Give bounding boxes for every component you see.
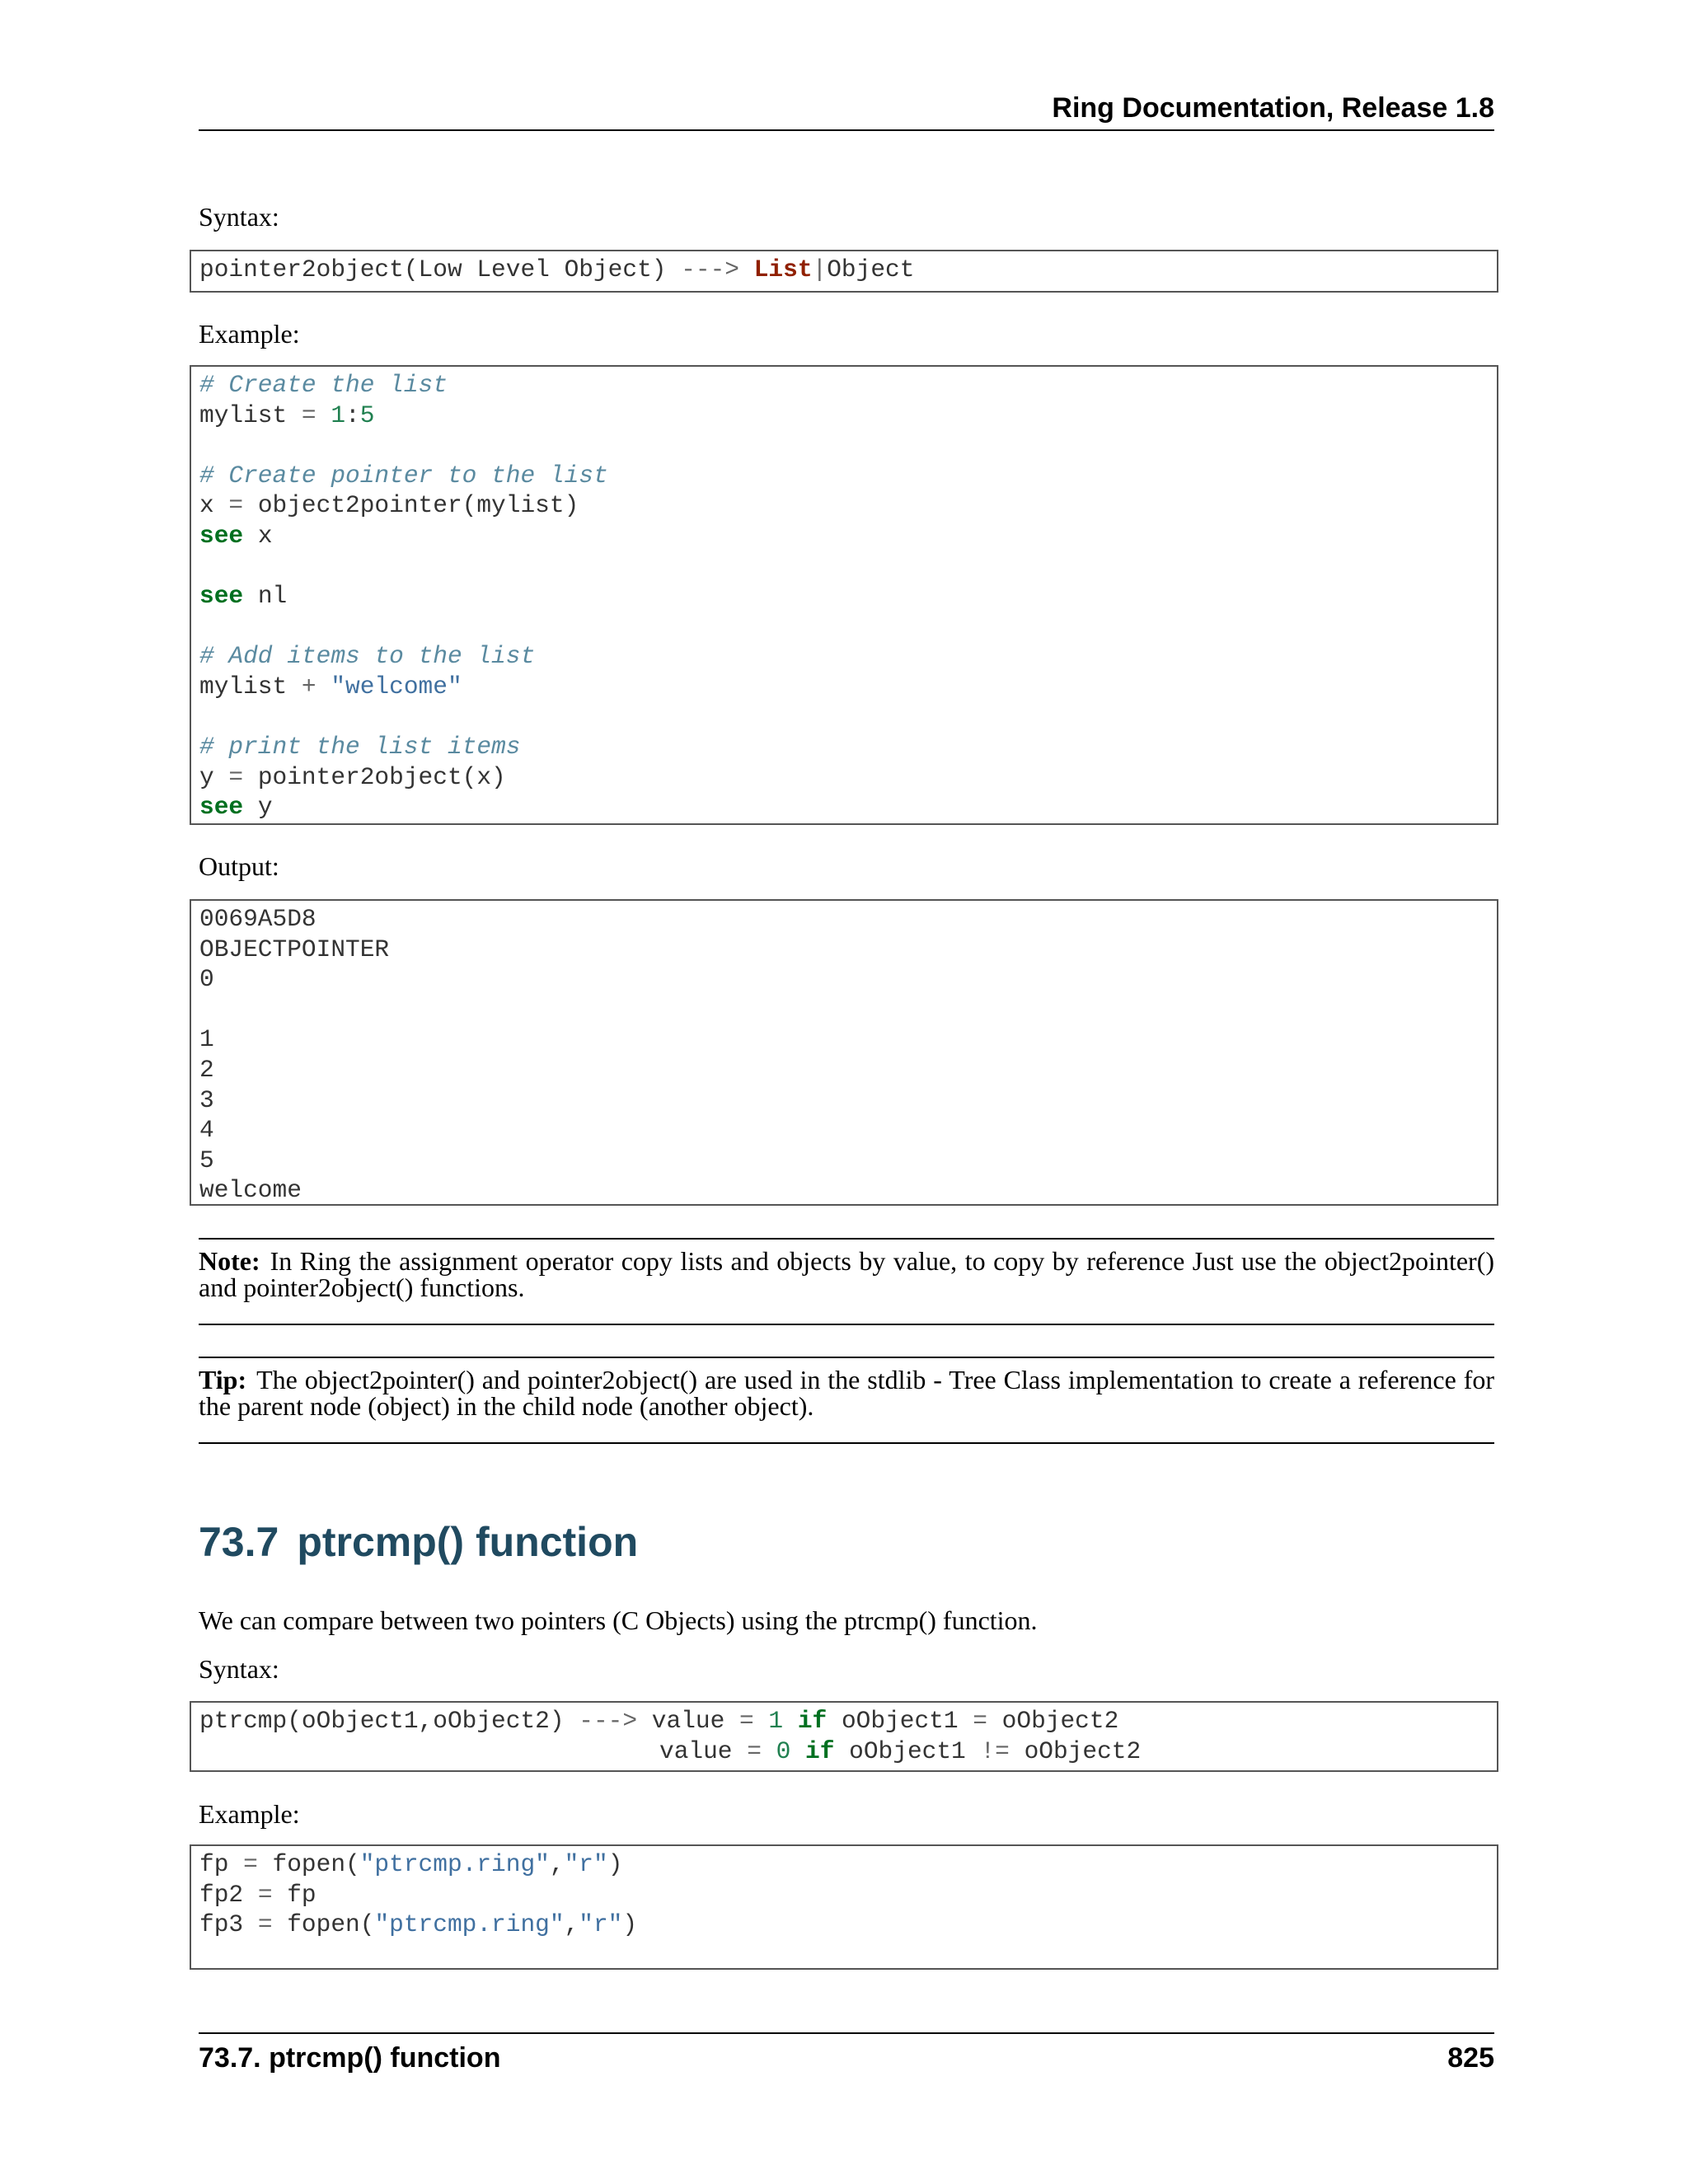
syntax-code-block-2: ptrcmp(oObject1,oObject2) ---> value = 1 if oObject1 = oObject2 value = 0 if oObject1 != oObject2 [190, 1701, 1498, 1772]
output-label-1: Output: [199, 851, 279, 881]
syntax-code-block-1: pointer2object(Low Level Object) ---> List|Object [190, 250, 1498, 293]
page-header-title: Ring Documentation, Release 1.8 [1052, 92, 1494, 124]
note-text: In Ring the assignment operator copy lists and objects by value, to copy by reference Just use the object2pointer() and pointer2object() functions. [199, 1246, 1494, 1302]
header-rule [199, 129, 1494, 131]
section-heading [199, 1518, 638, 1566]
output-block-1: 0069A5D8 OBJECTPOINTER 0 1 2 3 4 5 welcome [190, 899, 1498, 1206]
note-admonition [199, 1238, 1494, 1325]
section-intro: We can compare between two pointers (C Objects) using the ptrcmp() function. [199, 1605, 1038, 1635]
footer-section: 73.7. ptrcmp() function [199, 2042, 501, 2074]
example-code-block-1: # Create the list mylist = 1:5 # Create pointer to the list x = object2pointer(mylist) see x see nl # Add items to the list mylist + "welcome" # print the list items y = pointer2object(x) see y [190, 365, 1498, 825]
example-code-block-2: fp = fopen("ptrcmp.ring","r") fp2 = fp fp3 = fopen("ptrcmp.ring","r") [190, 1844, 1498, 1970]
example-label-1: Example: [199, 319, 300, 349]
page-footer [199, 2036, 1494, 2080]
syntax-label-2: Syntax: [199, 1654, 279, 1684]
note-label: Note: [199, 1246, 260, 1276]
section-number: 73.7 [199, 1519, 279, 1565]
tip-label: Tip: [199, 1365, 247, 1394]
tip-text: The object2pointer() and pointer2object() are used in the stdlib - Tree Class implementation to create a reference for the parent node (object) in the child node (another object). [199, 1365, 1494, 1421]
section-title: ptrcmp() function [297, 1519, 639, 1565]
syntax-label-1: Syntax: [199, 202, 279, 232]
page-number: 825 [1447, 2042, 1494, 2074]
footer-rule [199, 2032, 1494, 2034]
tip-admonition [199, 1357, 1494, 1444]
example-label-2: Example: [199, 1799, 300, 1829]
